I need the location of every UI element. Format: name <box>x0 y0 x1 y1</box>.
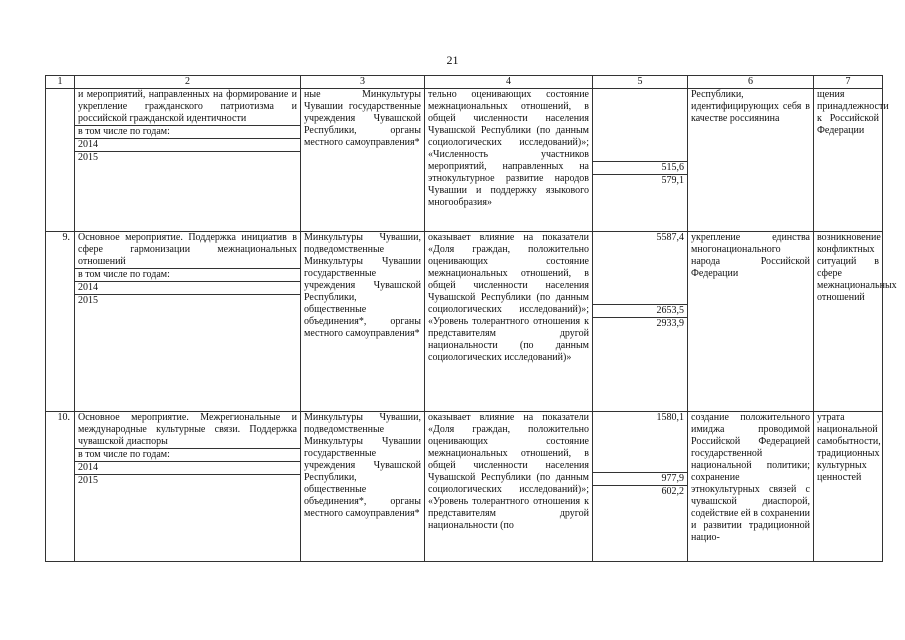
measure-title: Основное мероприятие. Межрегиональные и международные культурные связи. Поддержка чувашской диаспоры <box>78 412 297 447</box>
year-label: 2015 <box>75 294 300 307</box>
column-number: 3 <box>301 76 425 89</box>
measure-title-cell <box>75 89 301 232</box>
funding-year-value: 602,2 <box>593 485 687 498</box>
years-caption: в том числе по годам: <box>75 268 300 281</box>
column-number: 1 <box>46 76 75 89</box>
years-caption: в том числе по годам: <box>75 448 300 461</box>
column-number: 2 <box>75 76 301 89</box>
risk: возникновение конфликтных ситуаций в сфере межнациональных отношений <box>814 232 883 412</box>
year-label: 2014 <box>75 281 300 294</box>
funding-cell <box>593 412 688 562</box>
funding-total: 1580,1 <box>656 412 684 423</box>
funding-year-value: 579,1 <box>593 174 687 187</box>
expected-result: укрепление единства многонационального народа Российской Федерации <box>688 232 814 412</box>
indicators: оказывает влияние на показатели «Доля граждан, положительно оценивающих состояние межнациональных отношений, в общей численности населения Чувашской Республики (по данным социологических исследований)»; «Уровень толерантного отношения к представителям другой национальности (по данным социологических исследований)» <box>425 232 593 412</box>
executors: Минкультуры Чувашии, подведомственные Минкультуры Чувашии государственные учреждения Чувашской Республики, общественные объединения*, органы местного самоуправления* <box>301 232 425 412</box>
funding-year-value: 2933,9 <box>593 317 687 330</box>
measure-title: Основное мероприятие. Поддержка инициатив в сфере гармонизации межнациональных отношений <box>78 232 297 267</box>
funding-year-value: 977,9 <box>593 472 687 485</box>
risk: щения принадлежности к Российской Федерации <box>814 89 883 232</box>
measure-number <box>46 89 75 232</box>
funding-total: 5587,4 <box>656 232 684 243</box>
table-row <box>46 412 883 562</box>
column-number: 5 <box>593 76 688 89</box>
column-number: 4 <box>425 76 593 89</box>
funding-cell <box>593 89 688 232</box>
expected-result: создание положительного имиджа проводимой Российской Федерацией государственной национальной политики; сохранение этнокультурных связей с чувашской диаспорой, содействие ей в сохранении и развитии традиционной нацио- <box>688 412 814 562</box>
indicators: тельно оценивающих состояние межнациональных отношений, в общей численности населения Чувашской Республики (по данным социологических исследований)»; «Численность участников мероприятий, направленных на этнокультурное развитие народов Чувашии и поддержку языкового многообразия» <box>425 89 593 232</box>
page-number: 21 <box>446 53 459 67</box>
table-row <box>46 232 883 412</box>
year-label: 2014 <box>75 461 300 474</box>
column-number-header-row <box>46 76 883 89</box>
executors: Минкультуры Чувашии, подведомственные Минкультуры Чувашии государственные учреждения Чувашской Республики, общественные объединения*, органы местного самоуправления* <box>301 412 425 562</box>
expected-result: Республики, идентифицирующих себя в качестве россиянина <box>688 89 814 232</box>
measure-title: и мероприятий, направленных на формирование и укрепление гражданского патриотизма и российской гражданской идентичности <box>78 89 297 124</box>
measure-number: 9. <box>46 232 75 412</box>
column-number: 7 <box>814 76 883 89</box>
year-label: 2014 <box>75 138 300 151</box>
measure-number: 10. <box>46 412 75 562</box>
executors: ные Минкультуры Чувашии государственные учреждения Чувашской Республики, органы местного самоуправления* <box>301 89 425 232</box>
year-label: 2015 <box>75 474 300 487</box>
year-label: 2015 <box>75 151 300 164</box>
table-row <box>46 89 883 232</box>
measure-title-cell <box>75 232 301 412</box>
funding-year-value: 2653,5 <box>593 304 687 317</box>
indicators: оказывает влияние на показатели «Доля граждан, положительно оценивающих состояние межнациональных отношений, в общей численности населения Чувашской Республики (по данным социологических исследований)»; «Уровень толерантного отношения к представителям другой национальности (по <box>425 412 593 562</box>
risk: утрата национальной самобытности, традиционных культурных ценностей <box>814 412 883 562</box>
funding-year-value: 515,6 <box>593 161 687 174</box>
funding-total <box>596 89 684 161</box>
years-caption: в том числе по годам: <box>75 125 300 138</box>
funding-cell <box>593 232 688 412</box>
column-number: 6 <box>688 76 814 89</box>
measure-title-cell <box>75 412 301 562</box>
measures-table <box>45 75 897 562</box>
